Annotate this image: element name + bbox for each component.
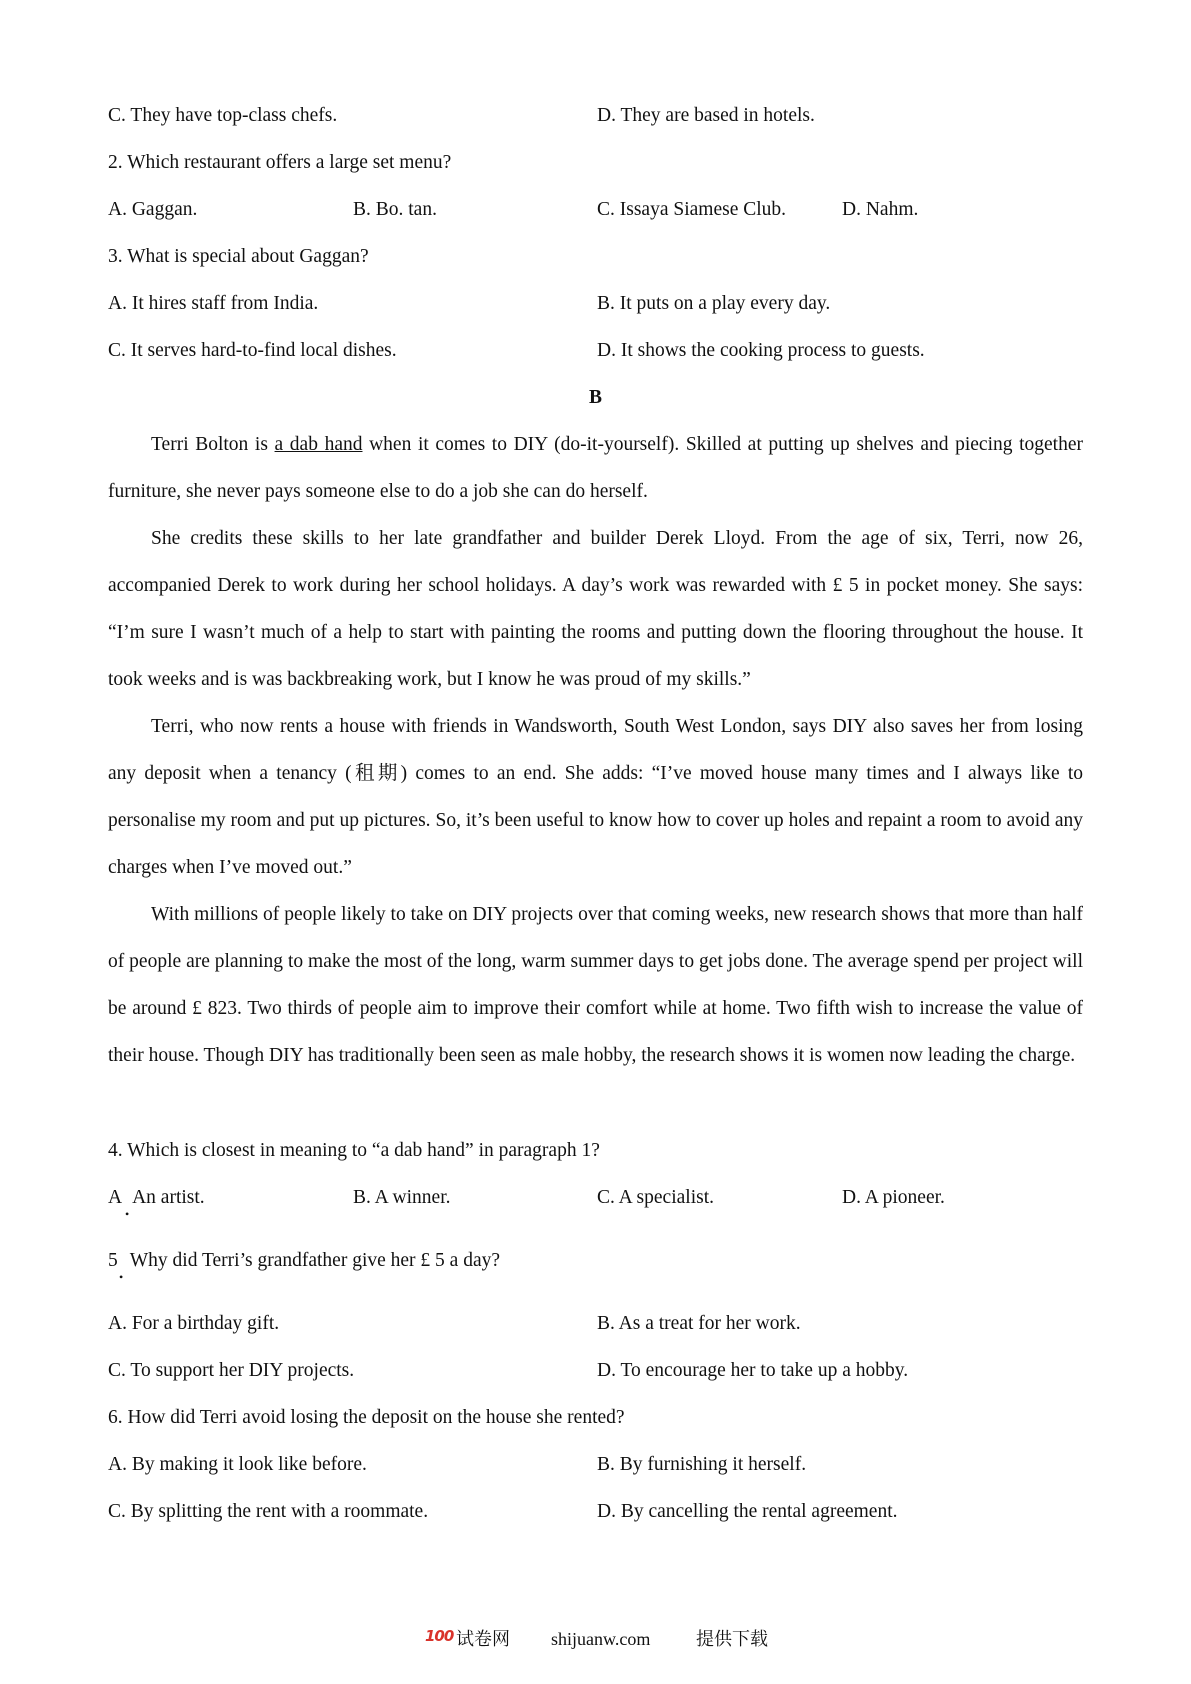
q6-question: 6. How did Terri avoid losing the deposit on the house she rented? (108, 1407, 625, 1428)
q2-option-b: B. Bo. tan. (353, 199, 437, 220)
q4-option-d: D. A pioneer. (842, 1187, 945, 1208)
q2-option-d: D. Nahm. (842, 199, 919, 220)
passage-paragraph-3: Terri, who now rents a house with friends in Wandsworth, South West London, says DIY also saves her from losing any deposit when a tenancy (租期) comes to an end. She adds: “I’ve moved house many times and I always like to personalise my room and put up pictures. So, it’s been useful to know how to cover up holes and repaint a room to avoid any charges when I’ve moved out.” (108, 716, 1083, 878)
q4-option-b: B. A winner. (353, 1187, 451, 1208)
footer-site-name: 试卷网 (456, 1629, 510, 1649)
q3-option-d: D. It shows the cooking process to guests. (597, 340, 925, 361)
q5-option-d: D. To encourage her to take up a hobby. (597, 1360, 909, 1381)
q1-option-d: D. They are based in hotels. (597, 105, 815, 126)
q4-option-a (108, 1186, 205, 1210)
q4-question: 4. Which is closest in meaning to “a dab hand” in paragraph 1? (108, 1140, 600, 1161)
footer-tagline: 提供下载 (696, 1629, 768, 1649)
passage-paragraph-4: With millions of people likely to take on DIY projects over that coming weeks, new research shows that more than half of people are planning to make the most of the long, warm summer days to get jobs done. The average spend per project will be around £ 823. Two thirds of people aim to improve their comfort while at home. Two fifth wish to increase the value of their house. Though DIY has traditionally been seen as male hobby, the research shows it is women now leading the charge. (108, 904, 1083, 1066)
q5-question (108, 1249, 500, 1273)
site-logo: 100 (425, 1627, 454, 1645)
paragraph-1-start: Terri Bolton is (151, 434, 275, 455)
q1-option-c: C. They have top-class chefs. (108, 105, 338, 126)
q2-option-c: C. Issaya Siamese Club. (597, 199, 787, 220)
q2-option-a: A. Gaggan. (108, 199, 198, 220)
q3-option-c: C. It serves hard-to-find local dishes. (108, 340, 397, 361)
paragraph-1-end: when it comes to DIY (do-it-yourself). Skilled at putting up shelves and piecing together furniture, she never pays someone else to do a job she can do herself. (108, 434, 1084, 502)
punctuation-dot: • (119, 1270, 124, 1284)
q6-option-a: A. By making it look like before. (108, 1454, 367, 1475)
q4-option-a-text: An artist. (132, 1187, 205, 1208)
underlined-phrase: a dab hand (274, 434, 363, 455)
q6-option-b: B. By furnishing it herself. (597, 1454, 807, 1475)
q5-number: 5 (108, 1250, 118, 1271)
q4-option-c: C. A specialist. (597, 1187, 714, 1208)
footer-domain: shijuanw.com (551, 1629, 651, 1649)
q5-question-text: Why did Terri’s grandfather give her £ 5 a day? (129, 1250, 501, 1271)
passage-paragraph-2: She credits these skills to her late grandfather and builder Derek Lloyd. From the age of six, Terri, now 26, accompanied Derek to work during her school holidays. A day’s work was rewarded with £ 5 in pocket money. She says: “I’m sure I wasn’t much of a help to start with painting the rooms and putting down the flooring throughout the house. It took weeks and is was backbreaking work, but I know he was proud of my skills.” (108, 528, 1083, 690)
q6-option-c: C. By splitting the rent with a roommate. (108, 1501, 429, 1522)
q3-option-a: A. It hires staff from India. (108, 293, 319, 314)
q3-option-b: B. It puts on a play every day. (597, 293, 831, 314)
punctuation-dot: • (125, 1207, 130, 1221)
q3-question: 3. What is special about Gaggan? (108, 246, 369, 267)
q5-option-a: A. For a birthday gift. (108, 1313, 280, 1334)
q2-question: 2. Which restaurant offers a large set menu? (108, 152, 452, 173)
q6-option-d: D. By cancelling the rental agreement. (597, 1501, 898, 1522)
q5-option-b: B. As a treat for her work. (597, 1313, 801, 1334)
section-title: B (588, 387, 602, 408)
page-footer (0, 1626, 1191, 1652)
q5-option-c: C. To support her DIY projects. (108, 1360, 355, 1381)
q4-option-a-letter: A (108, 1187, 123, 1208)
passage-paragraph-1 (108, 421, 1083, 515)
